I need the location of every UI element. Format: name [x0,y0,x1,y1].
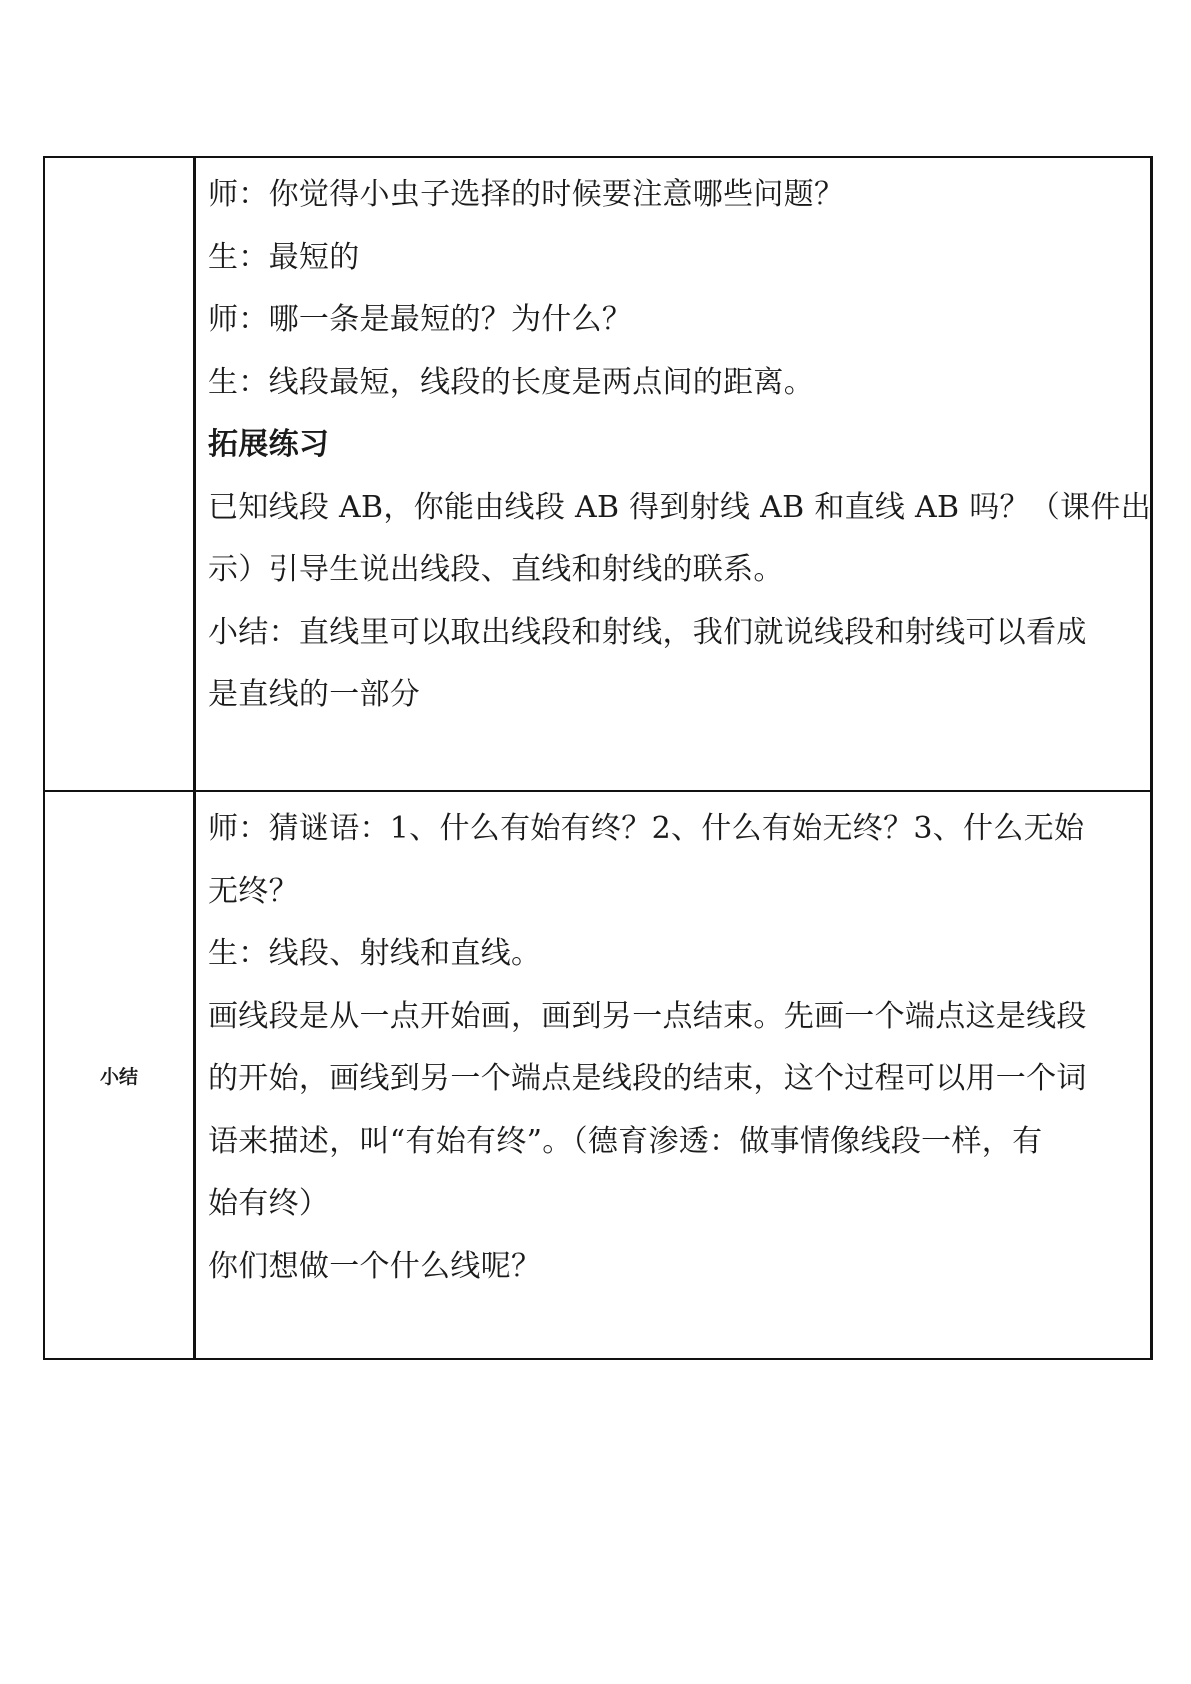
row-label-cell: 小结 [44,791,195,1359]
row-content-cell [195,157,1152,791]
content-line: 师：你觉得小虫子选择的时候要注意哪些问题？ [208,177,845,212]
table-row [44,791,1152,1359]
row-content-cell [195,791,1152,1359]
content-line: 画线段是从一点开始画，画到另一点结束。先画一个端点这是线段 [208,998,1087,1034]
content-line: 生：最短的 [208,239,360,275]
content-line: 师：哪一条是最短的？为什么？ [208,302,633,337]
content-line: 师：猜谜语：1、什么有始有终？2、什么有始无终？3、什么无始 [208,811,1085,846]
section-heading: 拓展练习 [208,427,330,462]
table-row [44,157,1152,791]
lesson-plan-table [43,156,1153,1360]
content-line: 已知线段 AB，你能由线段 AB 得到射线 AB 和直线 AB 吗？（课件出 [208,489,1151,525]
content-line: 的开始，画线到另一个端点是线段的结束，这个过程可以用一个词 [208,1061,1087,1096]
row-label-cell [44,157,195,791]
content-line: 你们想做一个什么线呢？ [208,1248,542,1284]
content-line: 生：线段、射线和直线。 [208,936,542,971]
content-line: 无终？ [208,873,299,909]
content-line: 是直线的一部分 [208,677,421,712]
content-line: 生：线段最短，线段的长度是两点间的距离。 [208,364,814,400]
content-line: 语来描述，叫“有始有终”。（德育渗透：做事情像线段一样，有 [208,1123,1043,1159]
content-line: 小结：直线里可以取出线段和射线，我们就说线段和射线可以看成 [208,614,1087,650]
content-line: 始有终） [208,1186,330,1221]
content-line: 示）引导生说出线段、直线和射线的联系。 [208,552,784,587]
